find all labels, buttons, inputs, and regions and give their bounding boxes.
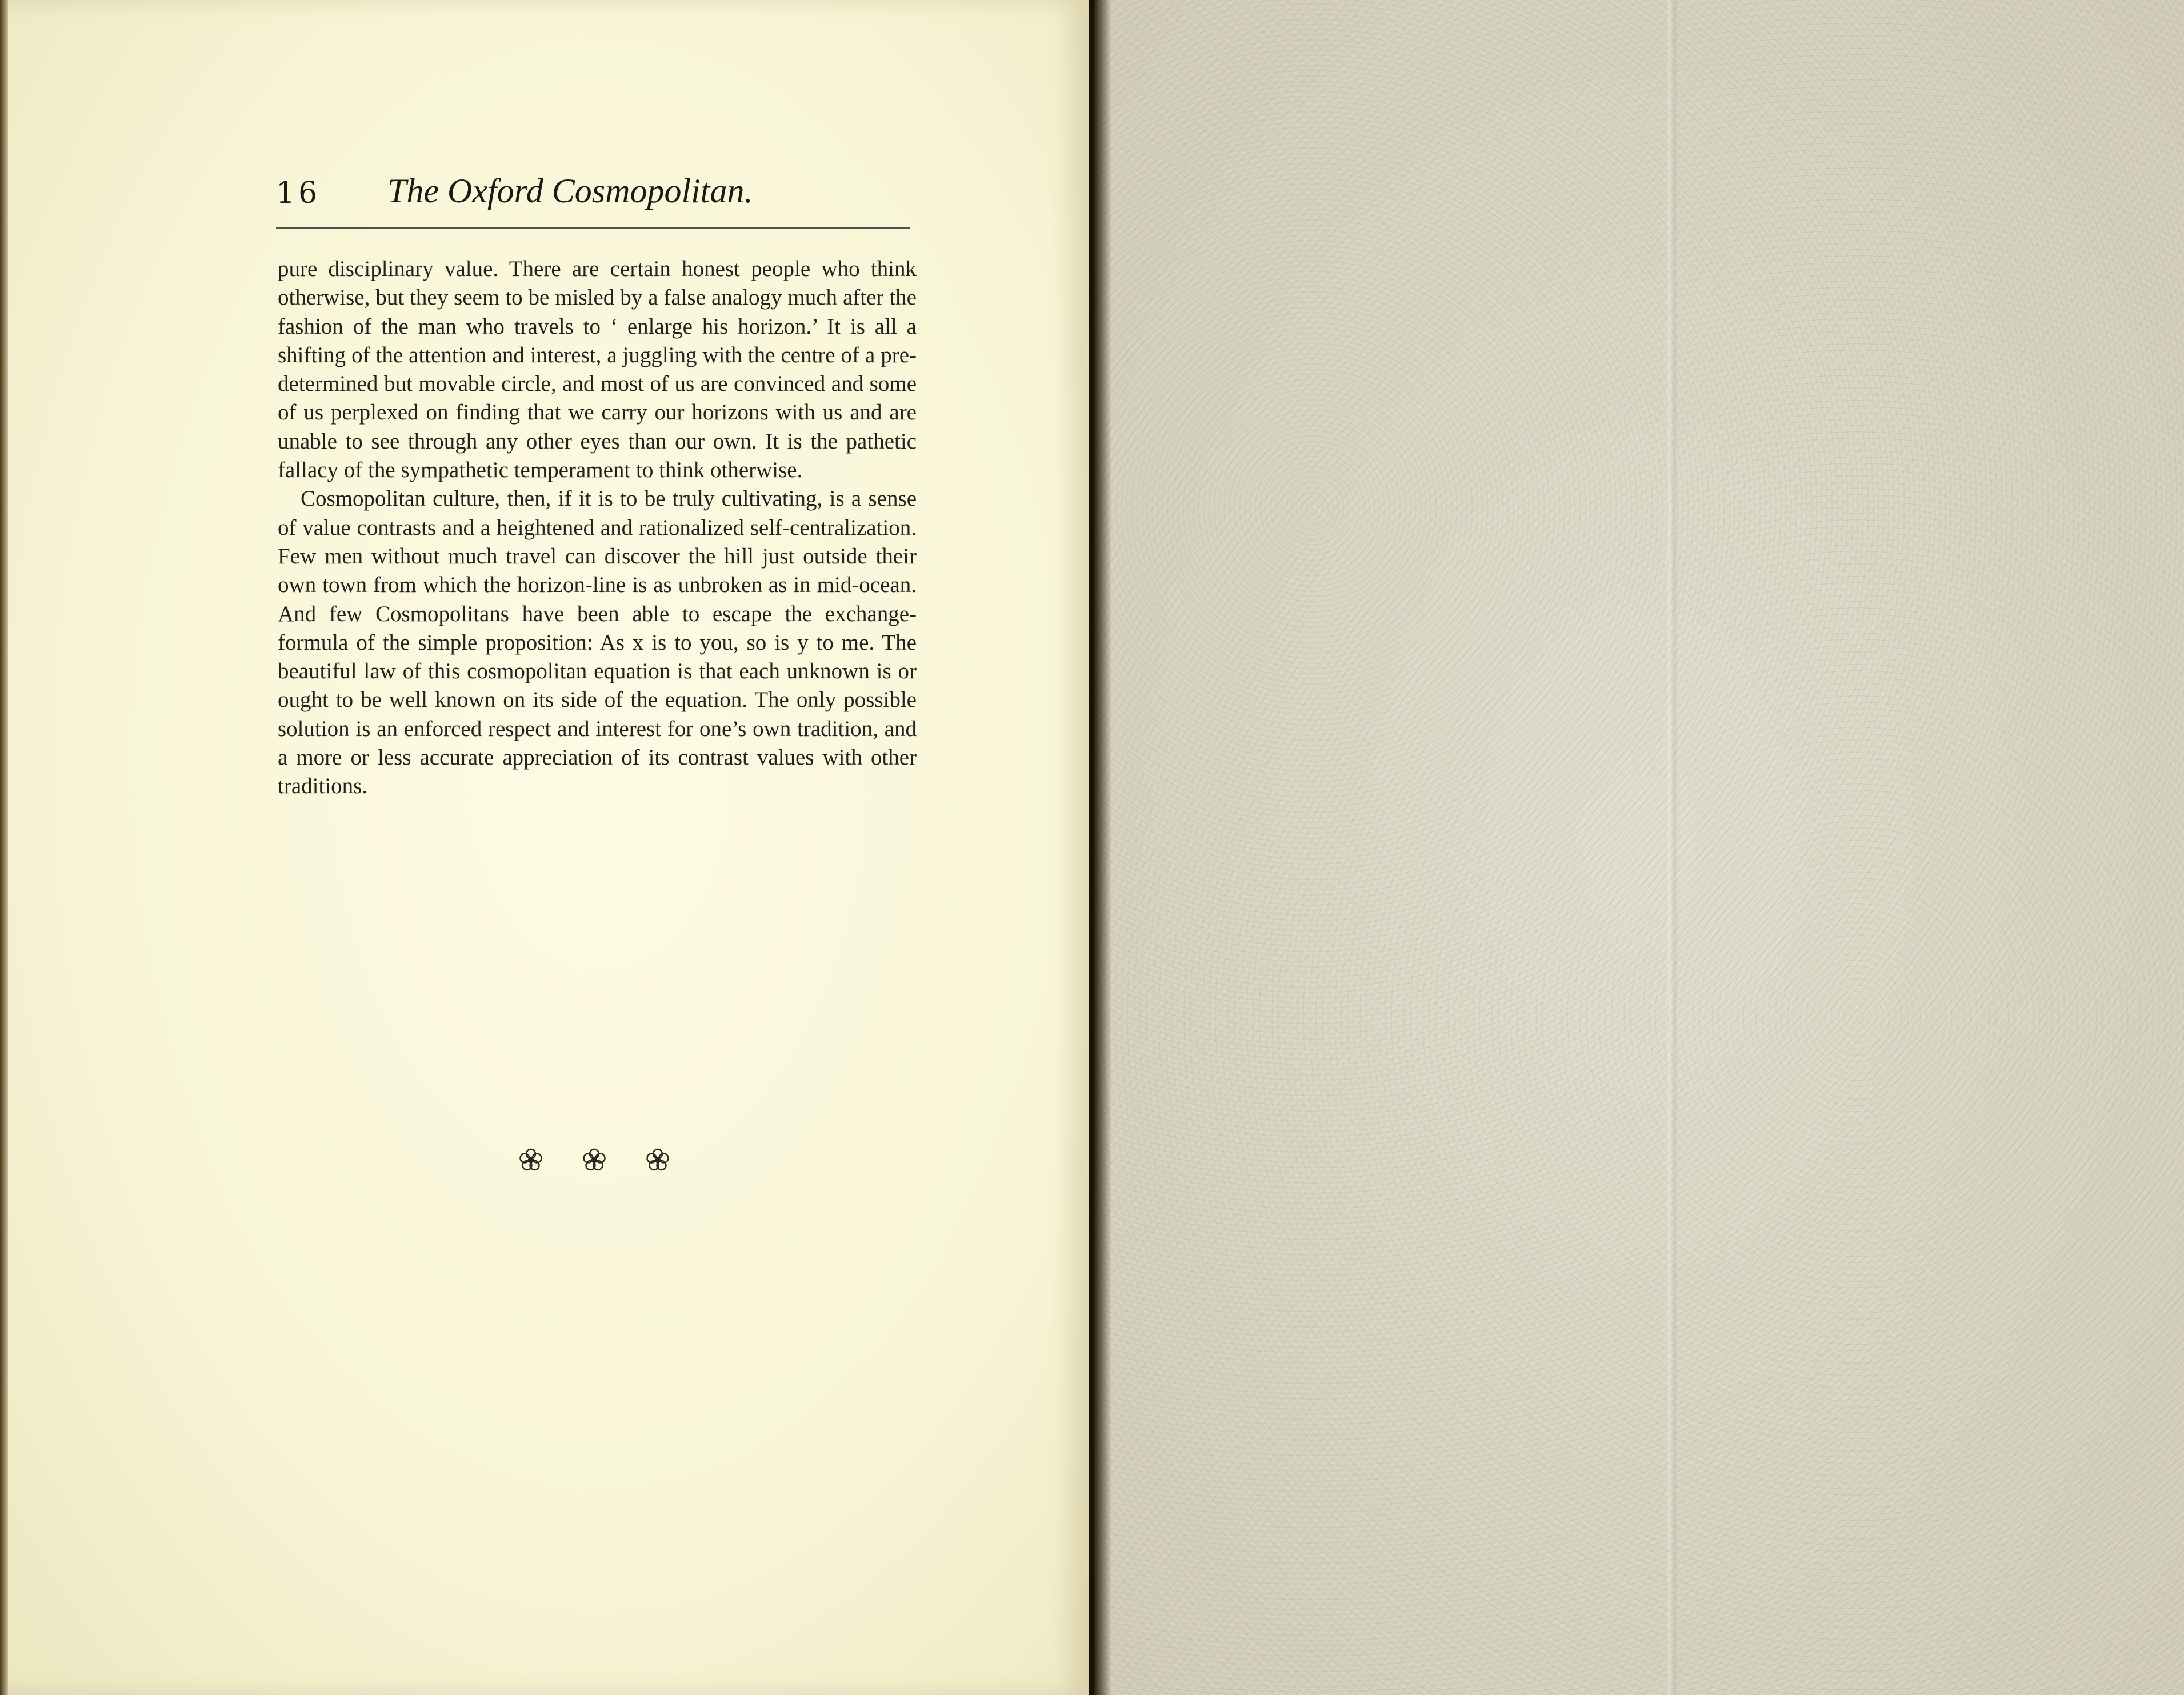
running-title: The Oxford Cosmopolitan. bbox=[387, 172, 753, 210]
paragraph: Cosmopolitan culture, then, if it is to be truly cultivating, is a sense of value contrasts and a heightened and rationalized self-centralization. Few men without much travel can discover the hill just outside their own town from which the horizon-line is as unbroken as in mid-ocean. And few Cosmopolitans have been able to escape the exchange-formula of the simple proposition: As x is to you, so is y to me. The beautiful law of this cosmopolitan equation is that each unknown is or ought to be well known on its side of the equation. The only possible solution is an enforced respect and interest for one’s own tradition, and a more or less accurate appreciation of its contrast values with other traditions. bbox=[278, 486, 917, 799]
body-text bbox=[278, 255, 917, 801]
header-rule bbox=[276, 227, 910, 229]
rosette-ornament-icon bbox=[581, 1146, 608, 1174]
right-page-endpaper bbox=[1094, 0, 2184, 1695]
left-page bbox=[0, 0, 1089, 1695]
page-header bbox=[276, 171, 910, 229]
rosette-ornament-icon bbox=[517, 1146, 545, 1174]
page-number: 16 bbox=[276, 176, 321, 210]
rosette-ornament-icon bbox=[644, 1146, 671, 1174]
ornament-row bbox=[517, 1143, 671, 1177]
paragraph: pure disciplinary value. There are certain honest people who think otherwise, but they seem to be misled by a false analogy much after the fashion of the man who travels to ‘ enlarge his horizon.’ It is all a shifting of the attention and interest, a juggling with the centre of a pre-determined but movable circle, and most of us are convinced and some of us perplexed on finding that we carry our horizons with us and are unable to see through any other eyes than our own. It is the pathetic fallacy of the sympathetic temperament to think otherwise. bbox=[278, 257, 917, 483]
